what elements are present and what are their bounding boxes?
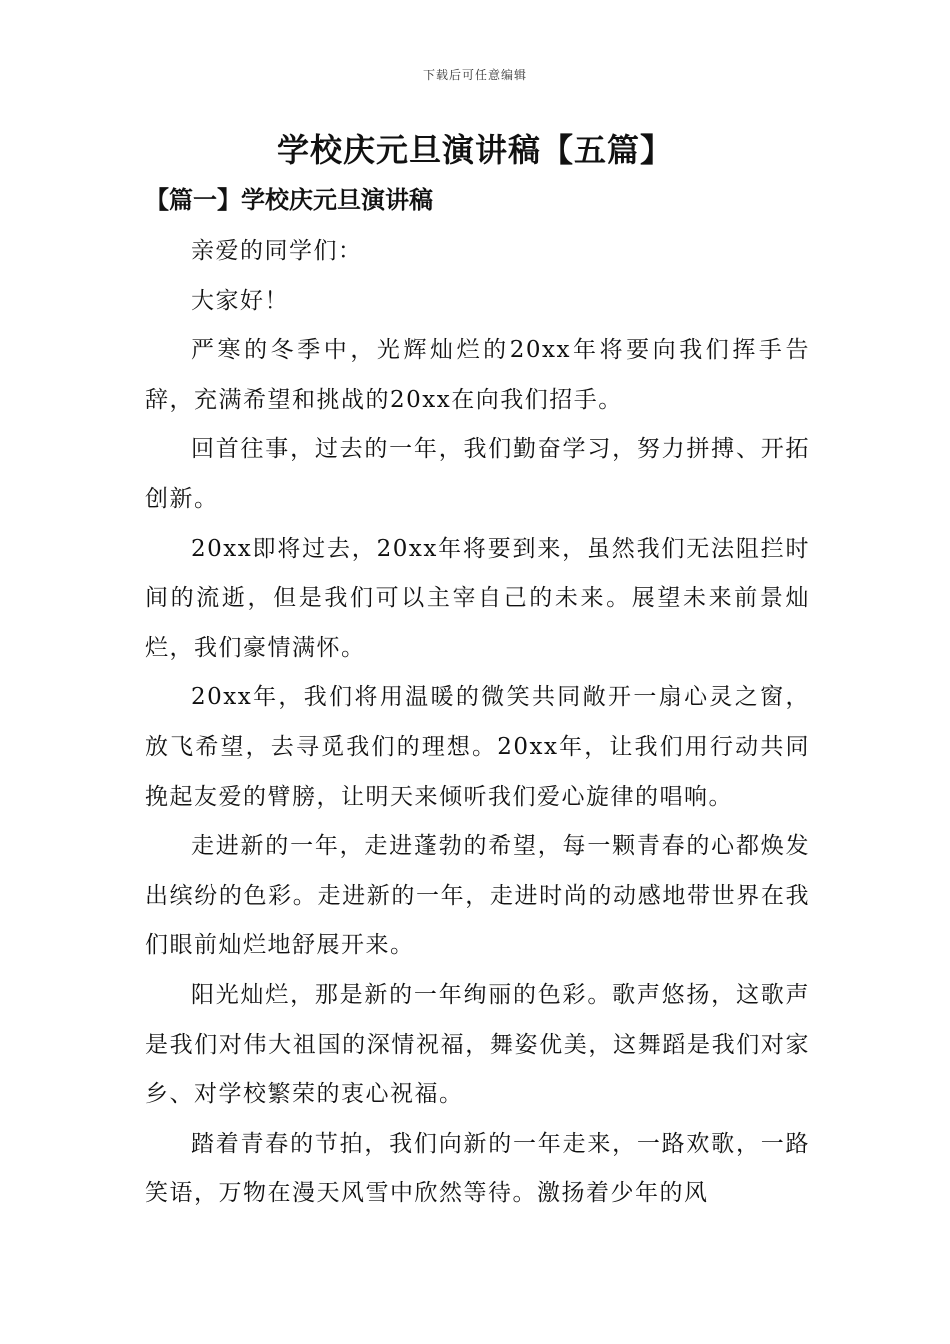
paragraph: 回首往事，过去的一年，我们勤奋学习，努力拼搏、开拓创新。	[145, 436, 810, 512]
document-title: 学校庆元旦演讲稿【五篇】	[276, 131, 673, 169]
header-note: 下载后可任意编辑	[422, 68, 527, 82]
paragraph: 踏着青春的节拍，我们向新的一年走来，一路欢歌，一路笑语，万物在漫天风雪中欣然等待。激扬着少年的风	[145, 1130, 810, 1207]
paragraph: 20xx年，我们将用温暖的微笑共同敞开一扇心灵之窗，放飞希望，去寻觅我们的理想。20xx年，让我们用行动共同挽起友爱的臂膀，让明天来倾听我们爱心旋律的唱响。	[145, 684, 810, 810]
paragraph-hello: 大家好！	[191, 287, 289, 314]
paragraph: 严寒的冬季中，光辉灿烂的20xx年将要向我们挥手告辞，充满希望和挑战的20xx在向我们招手。	[145, 337, 810, 413]
paragraph: 走进新的一年，走进蓬勃的希望，每一颗青春的心都焕发出缤纷的色彩。走进新的一年，走进时尚的动感地带世界在我们眼前灿烂地舒展开来。	[145, 833, 810, 959]
paragraph: 阳光灿烂，那是新的一年绚丽的色彩。歌声悠扬，这歌声是我们对伟大祖国的深情祝福，舞姿优美，这舞蹈是我们对家乡、对学校繁荣的衷心祝福。	[145, 981, 810, 1108]
paragraph-greeting: 亲爱的同学们：	[191, 238, 363, 264]
body-text	[145, 227, 810, 1219]
section-heading: 【篇一】学校庆元旦演讲稿	[145, 185, 433, 214]
paragraph: 20xx即将过去，20xx年将要到来，虽然我们无法阻拦时间的流逝，但是我们可以主宰自己的未来。展望未来前景灿烂，我们豪情满怀。	[145, 535, 810, 661]
